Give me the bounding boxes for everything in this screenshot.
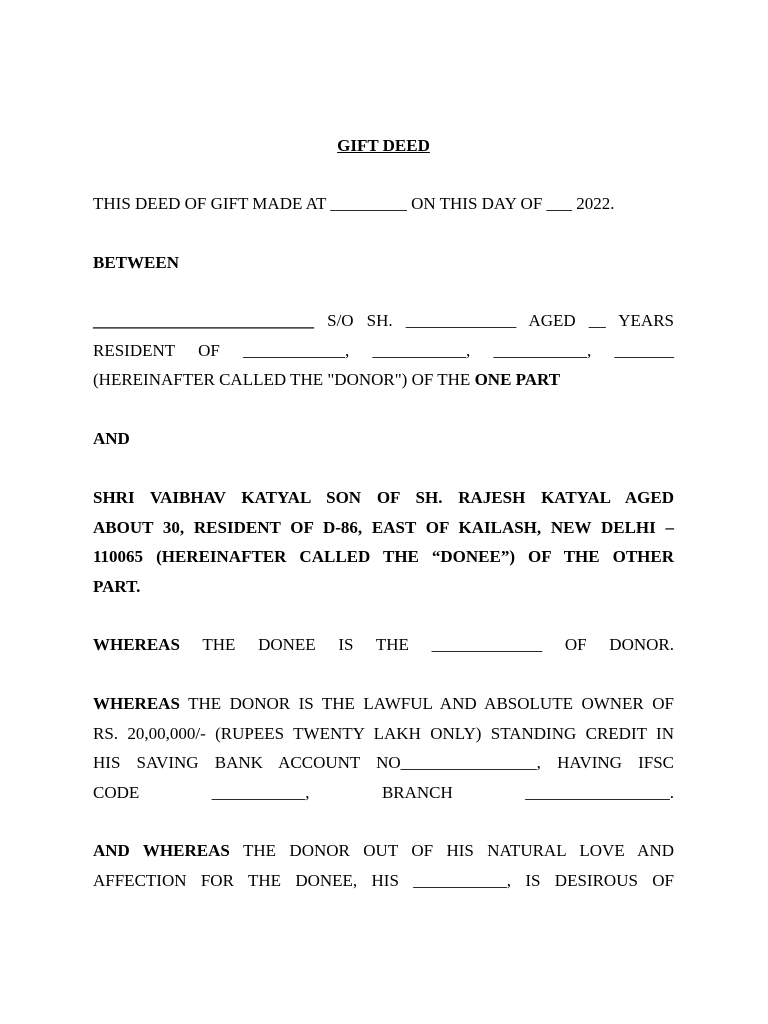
document-title: GIFT DEED xyxy=(337,136,430,155)
donor-line-3: (HEREINAFTER CALLED THE "DONOR") OF THE ONE PART xyxy=(93,370,561,389)
whereas-owner-line-3: HIS SAVING BANK ACCOUNT NO________________, HAVING IFSC xyxy=(93,753,674,772)
donee-paragraph xyxy=(93,483,674,601)
donor-paragraph xyxy=(93,306,674,395)
donee-line-4: PART. xyxy=(93,576,141,596)
whereas-desire-line-1: AND WHEREAS THE DONOR OUT OF HIS NATURAL LOVE AND xyxy=(93,841,675,860)
donee-line-2: ABOUT 30, RESIDENT OF D-86, EAST OF KAILASH, NEW DELHI – xyxy=(93,517,674,537)
donee-line-1: SHRI VAIBHAV KATYAL SON OF SH. RAJESH KATYAL AGED xyxy=(93,488,674,507)
donee-line-3: 110065 (HEREINAFTER CALLED THE “DONEE”) OF THE OTHER xyxy=(93,547,674,566)
whereas-owner-paragraph xyxy=(93,689,674,807)
whereas-owner-line-1: WHEREAS THE DONOR IS THE LAWFUL AND ABSOLUTE OWNER OF xyxy=(93,694,674,713)
whereas-relation-paragraph: WHEREAS THE DONEE IS THE _____________ OF DONOR. xyxy=(93,635,674,654)
donor-line-2: RESIDENT OF ____________, ___________, ___________, _______ xyxy=(93,340,674,360)
between-heading: BETWEEN xyxy=(93,253,179,272)
whereas-owner-line-2: RS. 20,00,000/- (RUPEES TWENTY LAKH ONLY) STANDING CREDIT IN xyxy=(93,723,674,743)
whereas-owner-line-4: CODE ___________, BRANCH _________________. xyxy=(93,782,674,802)
whereas-desire-paragraph xyxy=(93,836,674,895)
donor-line-1: __________________________ S/O SH. _____________ AGED __ YEARS xyxy=(93,311,674,330)
intro-paragraph: THIS DEED OF GIFT MADE AT _________ ON THIS DAY OF ___ 2022. xyxy=(93,194,615,213)
whereas-desire-line-2: AFFECTION FOR THE DONEE, HIS ___________, IS DESIROUS OF xyxy=(93,870,674,890)
and-heading: AND xyxy=(93,429,130,448)
